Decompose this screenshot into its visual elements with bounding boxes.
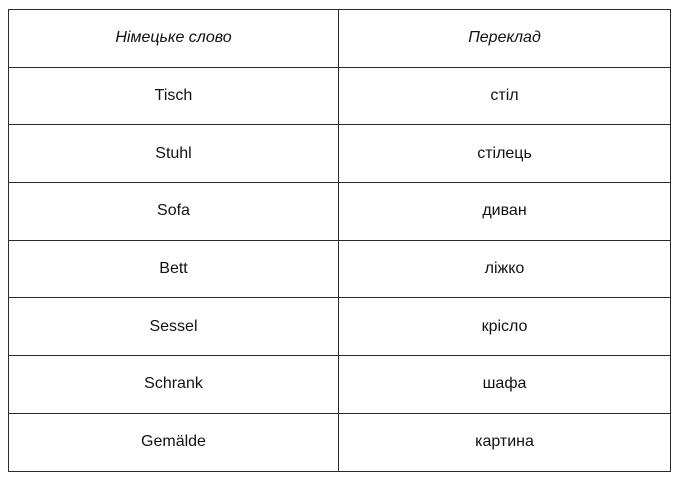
table-row	[9, 298, 671, 356]
german-word-cell: Tisch	[9, 67, 339, 125]
translation-cell: ліжко	[339, 240, 671, 298]
translation-cell: шафа	[339, 356, 671, 414]
translation-cell: картина	[339, 413, 671, 471]
translation-cell: крісло	[339, 298, 671, 356]
table-row	[9, 183, 671, 241]
german-word-cell: Stuhl	[9, 125, 339, 183]
translation-cell: стілець	[339, 125, 671, 183]
german-word-cell: Sessel	[9, 298, 339, 356]
table-row	[9, 356, 671, 414]
german-word-cell: Bett	[9, 240, 339, 298]
vocabulary-table	[8, 9, 671, 472]
header-translation: Переклад	[339, 10, 671, 68]
table-row	[9, 240, 671, 298]
table-row	[9, 67, 671, 125]
translation-cell: диван	[339, 183, 671, 241]
german-word-cell: Sofa	[9, 183, 339, 241]
header-german-word: Німецьке слово	[9, 10, 339, 68]
german-word-cell: Schrank	[9, 356, 339, 414]
table-header-row	[9, 10, 671, 68]
table-row	[9, 125, 671, 183]
german-word-cell: Gemälde	[9, 413, 339, 471]
table-row	[9, 413, 671, 471]
translation-cell: стіл	[339, 67, 671, 125]
